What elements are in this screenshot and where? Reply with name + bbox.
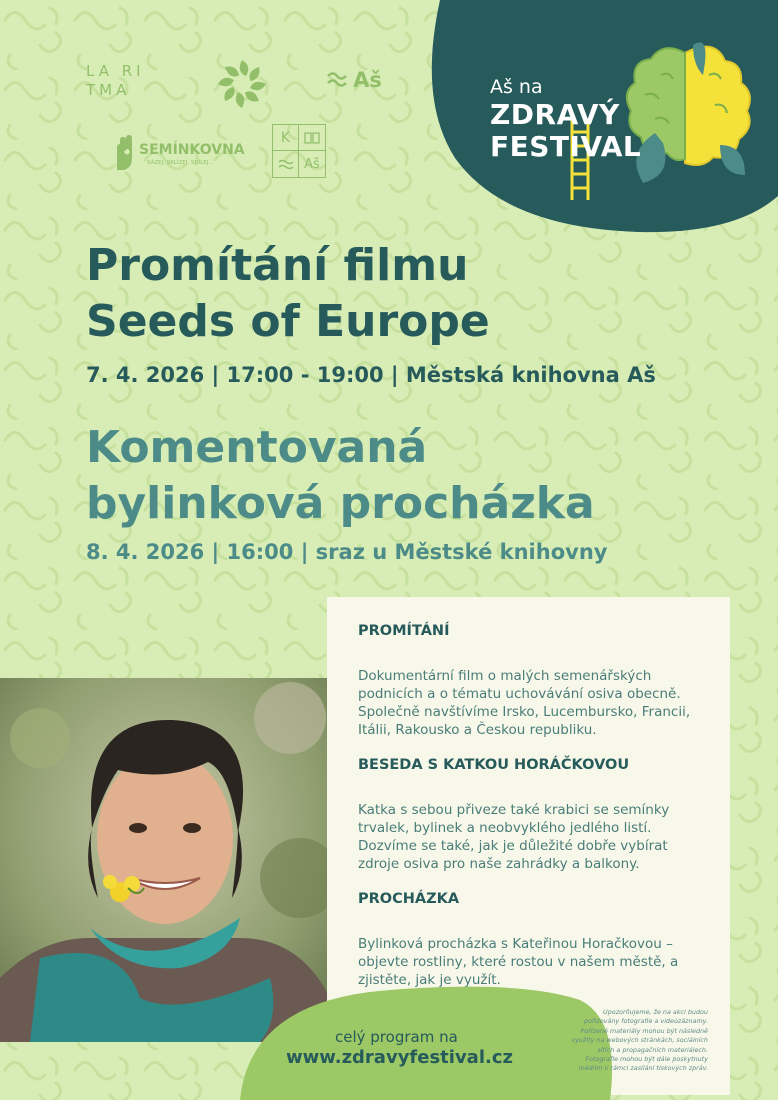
event2-details: 8. 4. 2026 | 16:00 | sraz u Městské knihovny <box>86 540 608 564</box>
section-promitani <box>358 623 708 739</box>
festival-line2: ZDRAVÝ <box>490 98 620 131</box>
section-body: Bylinková procházka s Kateřinou Horačkovou – objevte rostliny, které rostou v našem městě, a zjistěte, jak je využít. <box>358 936 679 988</box>
event1-title <box>86 238 490 350</box>
event1-details: 7. 4. 2026 | 17:00 - 19:00 | Městská knihovna Aš <box>86 363 656 387</box>
section-beseda <box>358 757 708 873</box>
festival-line1: Aš na <box>490 76 543 98</box>
festival-line3: FESTIVAL <box>490 130 642 163</box>
brain-icon <box>625 35 755 185</box>
section-title: PROMÍTÁNÍ <box>358 623 450 639</box>
info-card-content <box>358 623 708 1007</box>
program-label: celý program na <box>335 1028 458 1046</box>
event2-title-line2: bylinková procházka <box>86 478 595 529</box>
section-body: Dokumentární film o malých semenářských podnicích a o tématu uchovávání osiva obecně. Společně navštívíme Irsko, Lucembursko, Francii, Itálii, Rakousko a Českou republiku. <box>358 668 691 738</box>
laritma-line1: LA RI <box>86 62 145 80</box>
event1-title-line1: Promítání filmu <box>86 240 469 291</box>
seminkovna-name: SEMÍNKOVNA <box>139 142 245 158</box>
event2-title <box>86 420 595 532</box>
section-title: PROCHÁZKA <box>358 891 460 907</box>
program-website-link[interactable]: www.zdravyfestival.cz <box>286 1047 513 1068</box>
section-body: Katka s sebou přiveze také krabici se semínky trvalek, bylinek a neobvyklého jedlého listí. Dozvíme se také, jak je důležité dobře vybírat zdroje osiva pro naše zahrádky a balkony. <box>358 802 670 872</box>
kas-cell-as: Aš <box>304 156 320 172</box>
laritma-line2: TMA <box>86 81 131 99</box>
kas-cell-k: K <box>273 125 299 151</box>
festival-title <box>490 78 641 161</box>
photo-notice: Upozorňujeme, že na akci budou pořizovány fotografie a videozáznamy. Pořízené materiály mohou být následně využity na webových stránkách, sociálních sítích a propagačních materiálech. Fotografie mohou být dále poskytnuty médiím v rámci zasílání tiskových zpráv. <box>571 1008 708 1073</box>
event1-title-line2: Seeds of Europe <box>86 296 490 347</box>
as-logo-text: Aš <box>353 68 382 92</box>
section-title: BESEDA S KATKOU HORÁČKOVOU <box>358 757 630 773</box>
seminkovna-tagline: SÁZEJ, SKLÍZEJ, SDÍLEJ... <box>147 160 214 166</box>
event2-title-line1: Komentovaná <box>86 422 428 473</box>
